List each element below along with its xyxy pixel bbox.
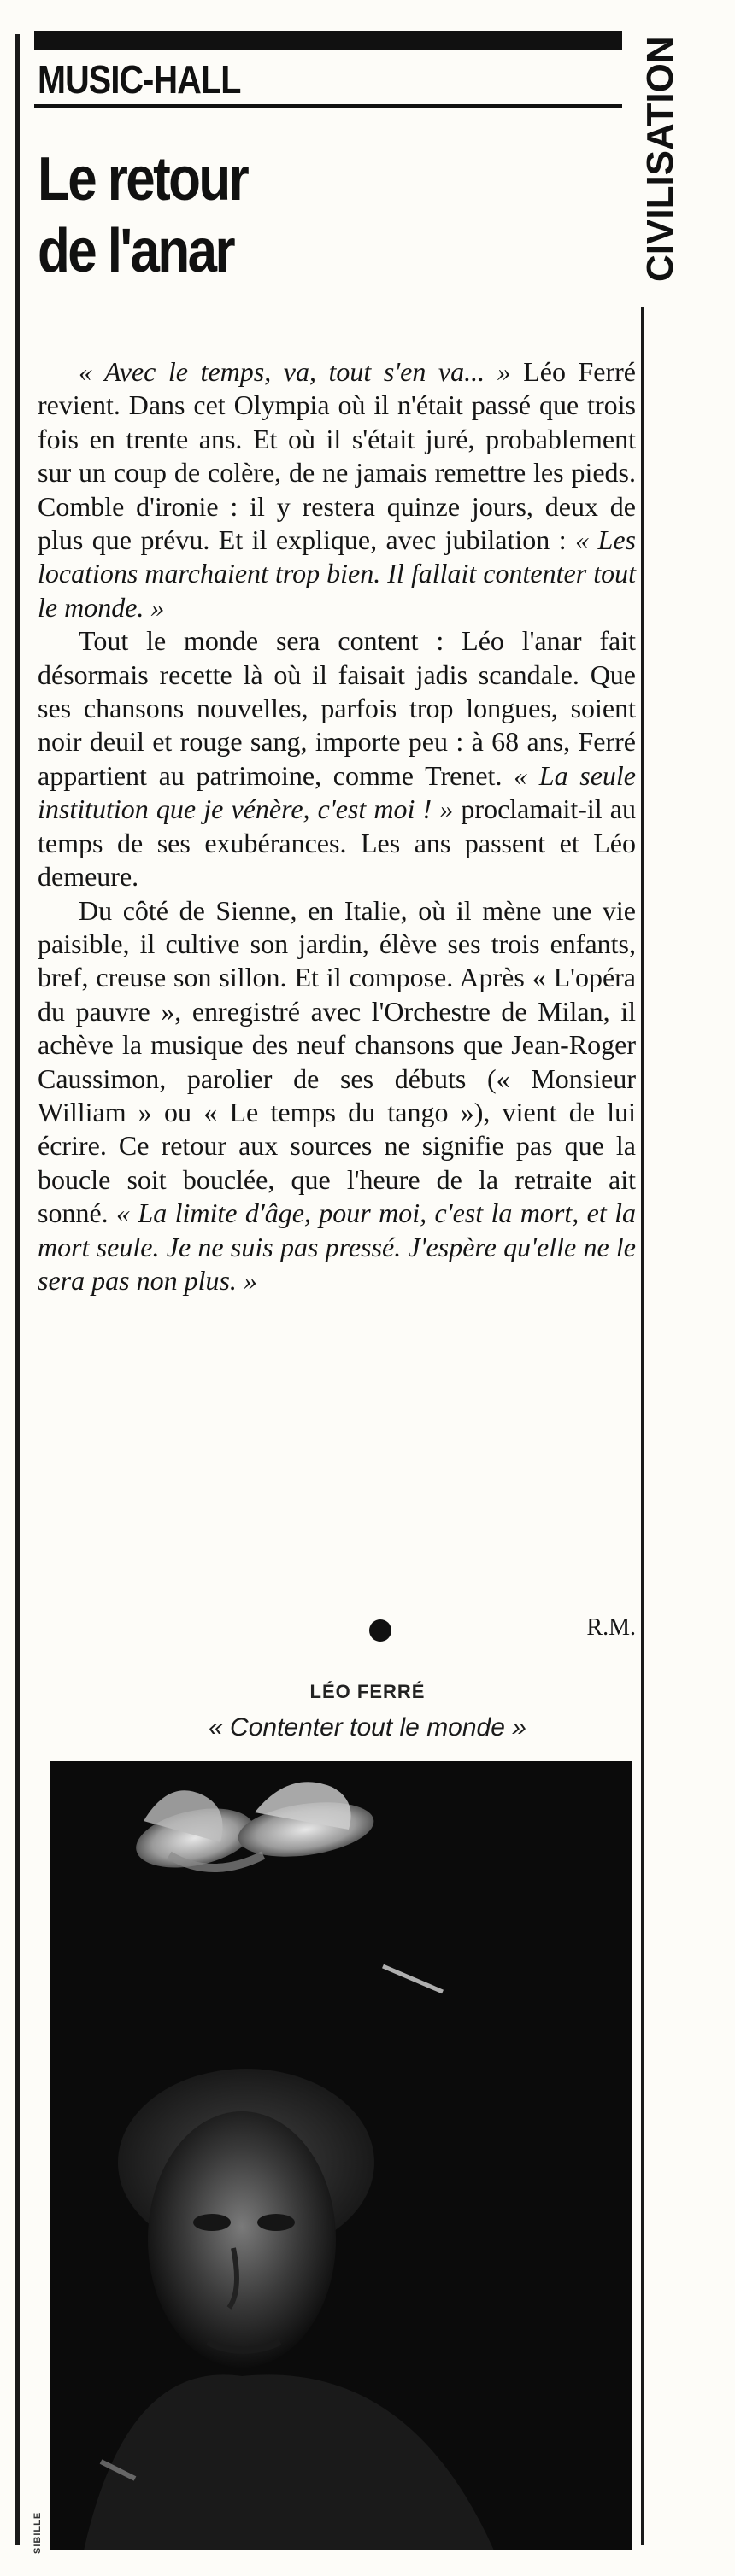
institution-quote: « La seule institution que je vénère, c'est moi ! » [38, 759, 636, 825]
photo-caption-quote: « Contenter tout le monde » [209, 1713, 526, 1742]
closing-quote: « La limite d'âge, pour moi, c'est la mort, et la mort seule. Je ne suis pas pressé. J'espère qu'elle ne le sera pas non plus. » [38, 1197, 637, 1296]
article-body [38, 355, 636, 1297]
paragraph-1 [38, 355, 636, 624]
headline [38, 143, 247, 287]
left-border-rule [15, 34, 20, 2545]
paragraph-3 [38, 894, 636, 1298]
locations-quote: « Les locations marchaient trop bien. Il fallait contenter tout le monde. » [38, 524, 637, 623]
portrait-photo-image [50, 1761, 632, 2550]
photo-credit: SIBILLE [32, 2511, 43, 2554]
paragraph-3-text: Du côté de Sienne, en Italie, où il mène une vie paisible, il cultive son jardin, élève ses trois enfants, bref, creuse son sillon. Et il compose. Après « L'opéra du pauvre », enregistré avec l'Orchestre de Milan, il achève la musique des neuf chansons que Jean-Roger Caussimon, parolier de ses débuts (« Monsieur William » ou « Le temps du tango »), vient de lui écrire. Ce retour aux sources ne signifie pas que la boucle soit bouclée, que l'heure de la retraite ait sonné. [38, 894, 636, 1229]
opening-quote: « Avec le temps, va, tout s'en va... » [79, 356, 511, 387]
paragraph-1-text: Léo Ferré revient. Dans cet Olympia où il n'était passé que trois fois en trente ans. Et où il s'était juré, probablement sur un coup de colère, de ne jamais remettre les pieds. Comble d'ironie : il y restera quinze jours, deux de plus que prévu. Et il explique, avec jubilation : [38, 356, 637, 556]
photo-caption-name: LÉO FERRÉ [309, 1681, 426, 1702]
author-initials: R.M. [586, 1614, 636, 1641]
section-underline [34, 104, 622, 108]
paragraph-2-text-b: proclamait-il au temps de ses exubérances. Les ans passent et Léo demeure. [38, 793, 637, 893]
paragraph-2-text-a: Tout le monde sera content : Léo l'anar fait désormais recette là où il faisait jadis scandale. Que ses chansons nouvelles, parfois trop longues, soient noir deuil et rouge sang, importe peu : à 68 ans, Ferré appartient au patrimoine, comme Trenet. [38, 625, 636, 791]
end-of-article-dot-icon [369, 1619, 391, 1642]
portrait-photo [50, 1761, 632, 2550]
section-label: MUSIC-HALL [38, 57, 241, 102]
headline-line-1: Le retour [38, 145, 248, 214]
paragraph-2 [38, 624, 636, 893]
category-label: CIVILISATION [639, 36, 681, 282]
section-top-bar [34, 31, 622, 50]
headline-line-2: de l'anar [38, 217, 233, 285]
column-divider-rule [641, 307, 644, 2545]
article-end-row [38, 1614, 636, 1648]
